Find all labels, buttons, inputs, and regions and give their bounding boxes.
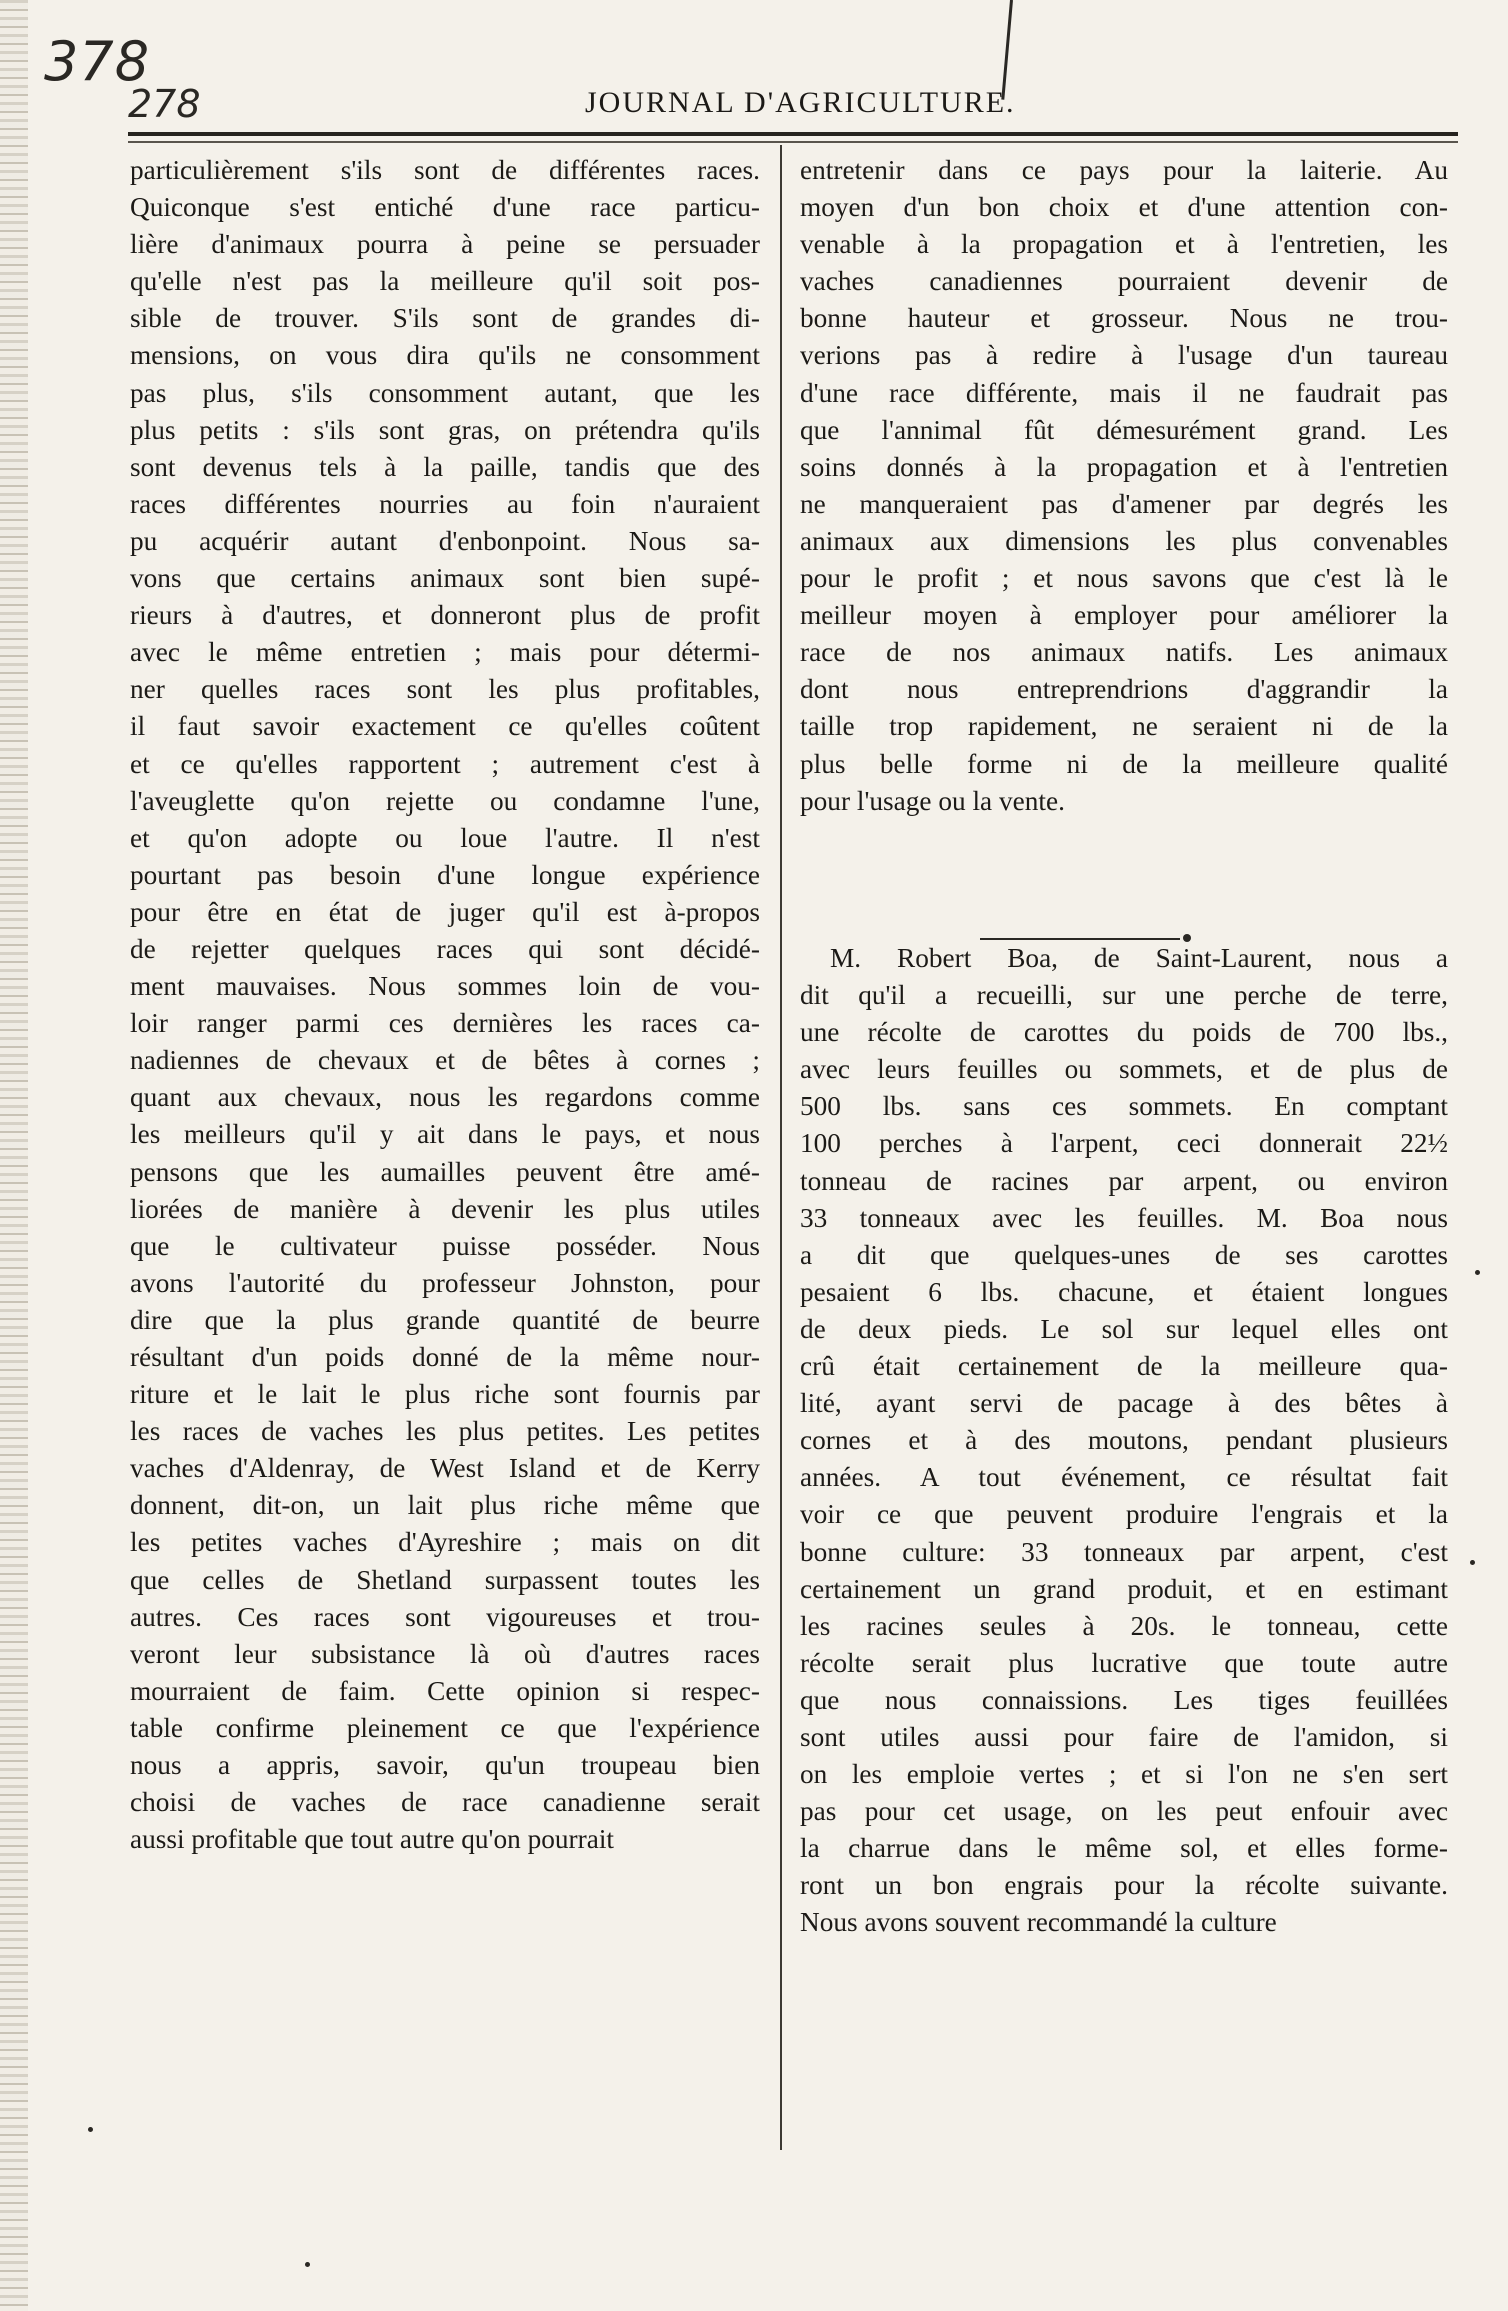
pencil-mark	[1001, 0, 1013, 100]
article-separator-dot	[1183, 934, 1191, 942]
text-line: et qu'on adopte ou loue l'autre. Il n'est	[130, 822, 760, 853]
text-line: que le cultivateur puisse posséder. Nous	[130, 1230, 760, 1261]
text-line: dire que la plus grande quantité de beurre	[130, 1304, 760, 1335]
binding-edge	[0, 0, 28, 2311]
text-line: que celles de Shetland surpassent toutes les	[130, 1564, 760, 1595]
text-line: bonne culture: 33 tonneaux par arpent, c'est	[800, 1536, 1448, 1567]
text-line: pour le profit ; et nous savons que c'est là le	[800, 563, 1448, 594]
text-line: de rejetter quelques races qui sont décidé-	[130, 933, 760, 964]
text-line: de deux pieds. Le sol sur lequel elles ont	[800, 1313, 1448, 1344]
text-line: qu'elle n'est pas la meilleure qu'il soit pos-	[130, 266, 760, 297]
text-line: 500 lbs. sans ces sommets. En comptant	[800, 1091, 1448, 1122]
text-line: les petites vaches d'Ayreshire ; mais on dit	[130, 1527, 760, 1558]
text-line: quant aux chevaux, nous les regardons comme	[130, 1082, 760, 1113]
text-line: on les emploie vertes ; et si l'on ne s'en sert	[800, 1759, 1448, 1790]
right-column	[800, 152, 1448, 1938]
text-line: sont utiles aussi pour faire de l'amidon, si	[800, 1721, 1448, 1752]
text-line: veront leur subsistance là où d'autres races	[130, 1638, 760, 1669]
text-line: avons l'autorité du professeur Johnston, pour	[130, 1267, 760, 1298]
text-line: ner quelles races sont les plus profitables,	[130, 674, 760, 705]
header-rule	[128, 132, 1458, 136]
text-line: une récolte de carottes du poids de 700 lbs.,	[800, 1017, 1448, 1048]
text-line: plus belle forme ni de la meilleure qualité	[800, 748, 1448, 779]
text-line: loir ranger parmi ces dernières les races ca-	[130, 1008, 760, 1039]
text-line: lité, ayant servi de pacage à des bêtes à	[800, 1388, 1448, 1419]
header-rule-thin	[128, 141, 1458, 143]
text-line: pesaient 6 lbs. chacune, et étaient longues	[800, 1276, 1448, 1307]
text-line: l'aveuglette qu'on rejette ou condamne l'une,	[130, 785, 760, 816]
text-line: pas plus, s'ils consomment autant, que les	[130, 377, 760, 408]
right-column-paragraph-2	[800, 940, 1448, 1942]
text-line: avec leurs feuilles ou sommets, et de plus de	[800, 1054, 1448, 1085]
text-line: ne manqueraient pas d'amener par degrés les	[800, 488, 1448, 519]
text-line: bonne hauteur et grosseur. Nous ne trou-	[800, 303, 1448, 334]
text-line: moyen d'un bon choix et d'une attention con-	[800, 192, 1448, 223]
text-line: Nous avons souvent recommandé la culture	[800, 1907, 1277, 1938]
text-line: plus petits : s'ils sont gras, on prétendra qu'ils	[130, 414, 760, 445]
ink-speck	[1470, 1560, 1475, 1565]
text-line: a dit que quelques-unes de ses carottes	[800, 1239, 1448, 1270]
text-line: vaches d'Aldenray, de West Island et de Kerry	[130, 1453, 760, 1484]
text-line: table confirme pleinement ce que l'expérience	[130, 1712, 760, 1743]
text-line: vaches canadiennes pourraient devenir de	[800, 266, 1448, 297]
text-line: venable à la propagation et à l'entretien, les	[800, 229, 1448, 260]
text-line: pour être en état de juger qu'il est à-propos	[130, 896, 760, 927]
text-line: les races de vaches les plus petites. Les petites	[130, 1416, 760, 1447]
text-line: avec le même entretien ; mais pour détermi-	[130, 637, 760, 668]
text-line: pourtant pas besoin d'une longue expérience	[130, 859, 760, 890]
text-line: dont nous entreprendrions d'aggrandir la	[800, 674, 1448, 705]
text-line: race de nos animaux natifs. Les animaux	[800, 637, 1448, 668]
text-line: M. Robert Boa, de Saint-Laurent, nous a	[830, 943, 1448, 973]
article-separator-rule	[980, 938, 1180, 940]
text-line: lière d'animaux pourra à peine se persuader	[130, 229, 760, 260]
text-line: choisi de vaches de race canadienne serait	[130, 1787, 760, 1818]
text-line: races différentes nourries au foin n'auraient	[130, 488, 760, 519]
text-line: soins donnés à la propagation et à l'entretien	[800, 451, 1448, 482]
text-line: pensons que les aumailles peuvent être amé-	[130, 1156, 760, 1187]
text-line: dit qu'il a recueilli, sur une perche de terre,	[800, 980, 1448, 1011]
text-line: verions pas à redire à l'usage d'un taureau	[800, 340, 1448, 371]
text-line: sont devenus tels à la paille, tandis que des	[130, 451, 760, 482]
handwritten-page-number: 378	[44, 30, 151, 93]
left-column	[130, 152, 760, 1858]
text-line: mensions, on vous dira qu'ils ne consomment	[130, 340, 760, 371]
column-rule	[780, 145, 782, 2150]
text-line: autres. Ces races sont vigoureuses et trou-	[130, 1601, 760, 1632]
text-line: pas pour cet usage, on les peut enfouir avec	[800, 1796, 1448, 1827]
text-line: taille trop rapidement, ne seraient ni de la	[800, 711, 1448, 742]
text-line: certainement un grand produit, et en estimant	[800, 1573, 1448, 1604]
text-line: et ce qu'elles rapportent ; autrement c'est à	[130, 748, 760, 779]
right-column-paragraph-1	[800, 152, 1448, 820]
text-line: aussi profitable que tout autre qu'on pourrait	[130, 1824, 614, 1855]
text-line: nadiennes de chevaux et de bêtes à cornes ;	[130, 1045, 760, 1076]
text-line: mourraient de faim. Cette opinion si respec-	[130, 1675, 760, 1706]
text-line: entretenir dans ce pays pour la laiterie. Au	[800, 155, 1448, 185]
text-line: ront un bon engrais pour la récolte suivante.	[800, 1870, 1448, 1901]
text-line: résultant d'un poids donné de la même nour-	[130, 1342, 760, 1372]
text-line: les meilleurs qu'il y ait dans le pays, et nous	[130, 1119, 760, 1150]
ink-speck	[88, 2127, 93, 2132]
text-line: Quiconque s'est entiché d'une race particu-	[130, 192, 760, 223]
handwritten-old-page-number: 278	[128, 82, 201, 126]
text-line: récolte serait plus lucrative que toute autre	[800, 1647, 1448, 1678]
ink-speck	[305, 2262, 310, 2267]
text-line: 100 perches à l'arpent, ceci donnerait 22½	[800, 1128, 1448, 1159]
running-title: JOURNAL D'AGRICULTURE.	[585, 86, 1016, 119]
text-line: pu acquérir autant d'enbonpoint. Nous sa-	[130, 525, 760, 556]
text-line: vons que certains animaux sont bien supé-	[130, 563, 760, 594]
text-line: les racines seules à 20s. le tonneau, cette	[800, 1610, 1448, 1641]
text-line: crû était certainement de la meilleure qua-	[800, 1351, 1448, 1382]
text-line: d'une race différente, mais il ne faudrait pas	[800, 377, 1448, 408]
text-line: que nous connaissions. Les tiges feuillées	[800, 1684, 1448, 1715]
text-line: années. A tout événement, ce résultat fait	[800, 1462, 1448, 1493]
text-line: pour l'usage ou la vente.	[800, 785, 1065, 816]
text-line: 33 tonneaux avec les feuilles. M. Boa nous	[800, 1202, 1448, 1233]
text-line: riture et le lait le plus riche sont fournis par	[130, 1379, 760, 1410]
text-line: sible de trouver. S'ils sont de grandes di-	[130, 303, 760, 334]
ink-speck	[1475, 1270, 1480, 1275]
text-line: ment mauvaises. Nous sommes loin de vou-	[130, 971, 760, 1002]
text-line: la charrue dans le même sol, et elles forme-	[800, 1833, 1448, 1864]
text-line: liorées de manière à devenir les plus utiles	[130, 1193, 760, 1224]
text-line: voir ce que peuvent produire l'engrais et la	[800, 1499, 1448, 1530]
text-line: nous a appris, savoir, qu'un troupeau bien	[130, 1750, 760, 1781]
text-line: animaux aux dimensions les plus convenables	[800, 525, 1448, 556]
text-line: tonneau de racines par arpent, ou environ	[800, 1165, 1448, 1196]
text-line: que l'annimal fût démesurément grand. Les	[800, 414, 1448, 445]
text-line: particulièrement s'ils sont de différentes races.	[130, 155, 760, 185]
text-line: rieurs à d'autres, et donneront plus de profit	[130, 600, 760, 631]
text-line: meilleur moyen à employer pour améliorer la	[800, 600, 1448, 631]
text-line: cornes et à des moutons, pendant plusieurs	[800, 1425, 1448, 1456]
text-line: donnent, dit-on, un lait plus riche même que	[130, 1490, 760, 1521]
text-line: il faut savoir exactement ce qu'elles coûtent	[130, 711, 760, 742]
